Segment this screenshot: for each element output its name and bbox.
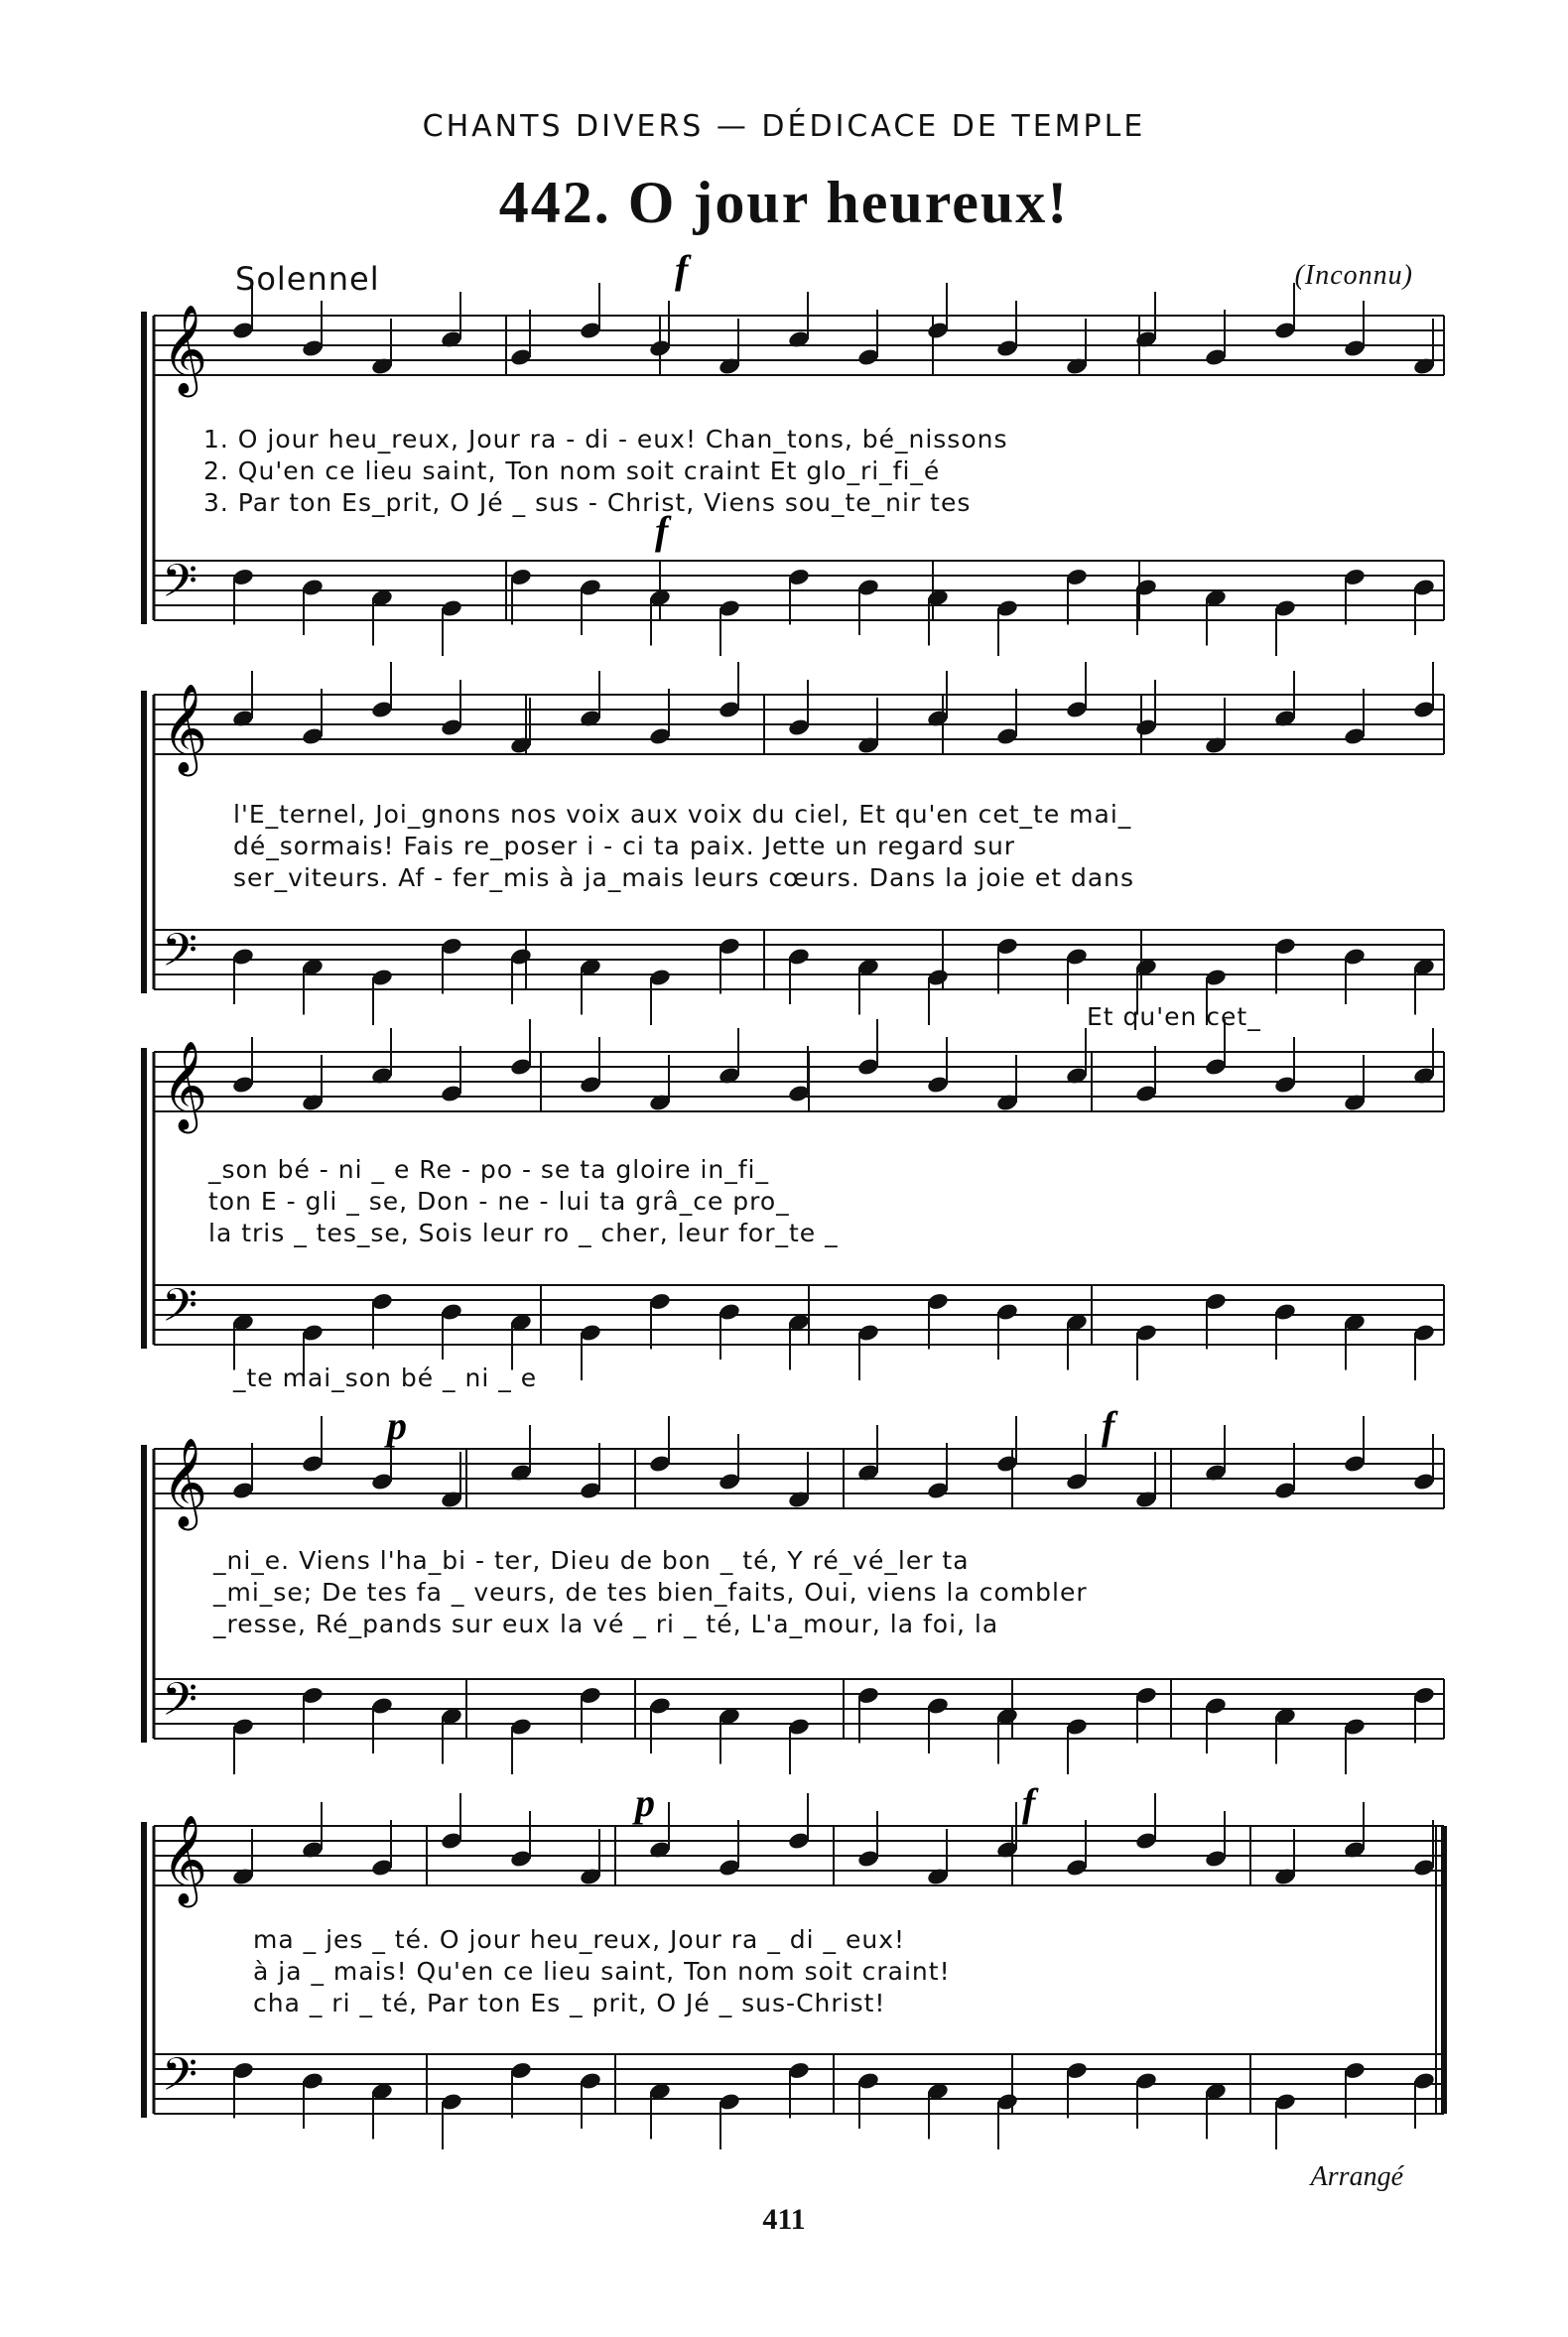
bass-clef-icon: 𝄢 xyxy=(162,924,198,988)
lyric-line: _ni_e. Viens l'ha_bi - ter, Dieu de bon _ té, Y ré_vé_ler ta xyxy=(213,1546,970,1575)
bass-clef-icon: 𝄢 xyxy=(162,555,198,619)
lyric-line: _resse, Ré_pands sur eux la vé _ ri _ té, L'a_mour, la foi, la xyxy=(213,1610,999,1638)
lyric-line: ma _ jes _ té. O jour heu_reux, Jour ra _ di _ eux! xyxy=(253,1925,906,1954)
bass-clef-icon: 𝄢 xyxy=(162,1673,198,1738)
dynamic-marking: f xyxy=(655,508,669,553)
dynamic-marking: p xyxy=(387,1403,407,1448)
bass-lyric: Et qu'en cet_ xyxy=(1087,1002,1261,1031)
lyric-line: _son bé - ni _ e Re - po - se ta gloire in_fi_ xyxy=(208,1155,769,1184)
page-number: 411 xyxy=(762,2203,806,2236)
lyric-line: la tris _ tes_se, Sois leur ro _ cher, leur for_te _ xyxy=(208,1219,839,1247)
lyric-line: cha _ ri _ té, Par ton Es _ prit, O Jé _ sus-Christ! xyxy=(253,1989,886,2017)
lyric-line: à ja _ mais! Qu'en ce lieu saint, Ton nom soit craint! xyxy=(253,1957,951,1986)
treble-clef-icon: 𝄞 xyxy=(162,1438,208,1527)
lyric-line: ser_viteurs. Af - fer_mis à ja_mais leurs cœurs. Dans la joie et dans xyxy=(233,863,1135,892)
lyric-line: _mi_se; De tes fa _ veurs, de tes bien_faits, Oui, viens la combler xyxy=(213,1578,1088,1607)
treble-clef-icon: 𝄞 xyxy=(162,1815,208,1904)
lyric-line: 3. Par ton Es_prit, O Jé _ sus - Christ, Viens sou_te_nir tes xyxy=(203,488,972,517)
lyric-line: 2. Qu'en ce lieu saint, Ton nom soit craint Et glo_ri_fi_é xyxy=(203,456,941,485)
lyric-line: 1. O jour heu_reux, Jour ra - di - eux! Chan_tons, bé_nissons xyxy=(203,425,1008,454)
lyric-line: dé_sormais! Fais re_poser i - ci ta paix. Jette un regard sur xyxy=(233,832,1016,860)
section-header: CHANTS DIVERS — DÉDICACE DE TEMPLE xyxy=(422,109,1146,144)
lyric-line: ton E - gli _ se, Don - ne - lui ta grâ_ce pro_ xyxy=(208,1187,790,1216)
dynamic-marking: p xyxy=(635,1780,655,1825)
arranger-credit: Arrangé xyxy=(1310,2161,1403,2192)
hymn-title: 442. O jour heureux! xyxy=(498,170,1070,235)
bass-clef-icon: 𝄢 xyxy=(162,2048,198,2113)
treble-clef-icon: 𝄞 xyxy=(162,1041,208,1130)
tempo-marking: Solennel xyxy=(235,260,380,298)
composer-attribution: (Inconnu) xyxy=(1294,260,1413,291)
treble-clef-icon: 𝄞 xyxy=(162,684,208,773)
lyric-line: l'E_ternel, Joi_gnons nos voix aux voix du ciel, Et qu'en cet_te mai_ xyxy=(233,800,1132,829)
dynamic-marking: f xyxy=(1102,1403,1115,1448)
bass-lyric: _te mai_son bé _ ni _ e xyxy=(233,1363,538,1392)
dynamic-marking: f xyxy=(1022,1780,1036,1825)
dynamic-marking: f xyxy=(675,247,689,292)
bass-clef-icon: 𝄢 xyxy=(162,1279,198,1344)
treble-clef-icon: 𝄞 xyxy=(162,305,208,394)
